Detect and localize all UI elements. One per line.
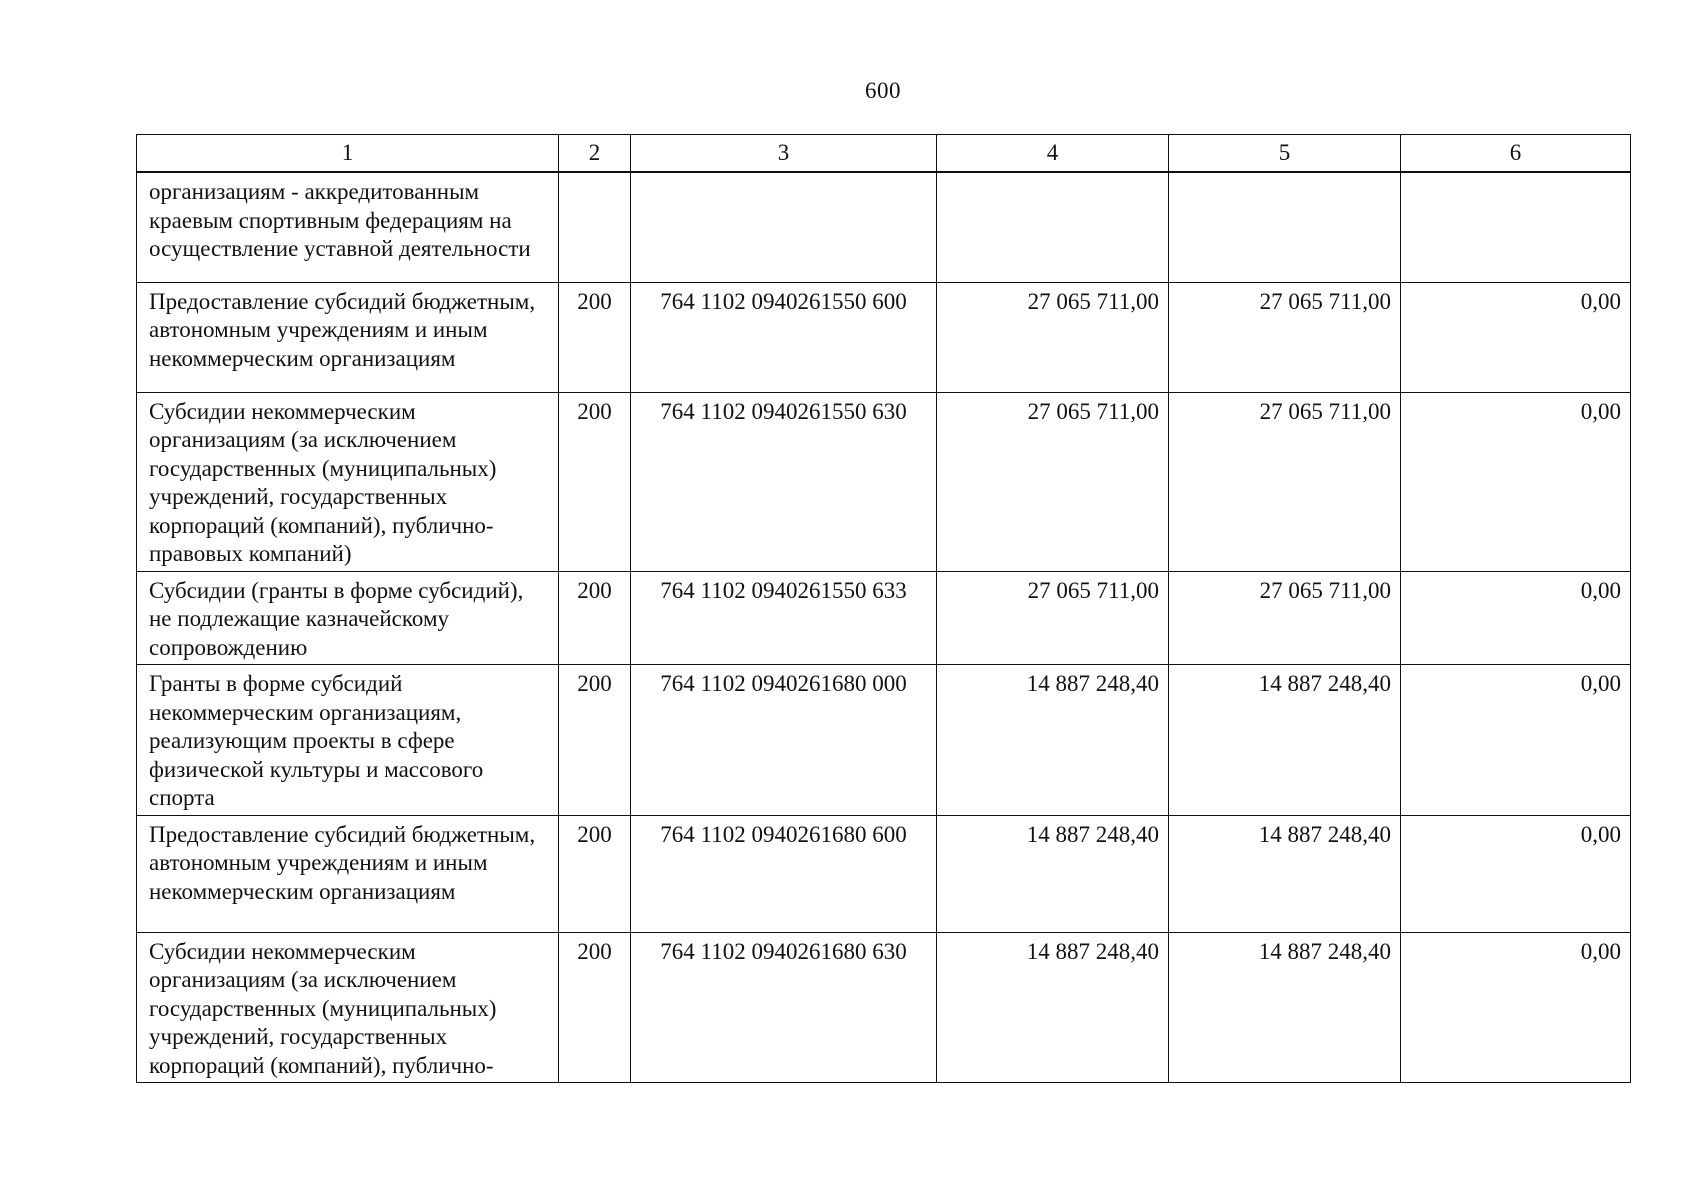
table-row xyxy=(137,392,1631,571)
row-col4: 14 887 248,40 xyxy=(937,665,1169,816)
column-header-5: 5 xyxy=(1169,135,1401,173)
row-col6: 0,00 xyxy=(1401,665,1631,816)
row-code: 200 xyxy=(559,932,631,1083)
budget-table xyxy=(136,134,1631,1083)
page-number: 600 xyxy=(865,78,901,103)
row-col4: 27 065 711,00 xyxy=(937,282,1169,392)
row-name: организациям - аккредитованным краевым спортивным федерациям на осуществление уставной деятельности xyxy=(137,172,559,282)
row-col4: 27 065 711,00 xyxy=(937,392,1169,571)
row-name: Субсидии некоммерческим организациям (за исключением государственных (муниципальных) учреждений, государственных корпораций (компаний), публично-правовых компаний) xyxy=(137,392,559,571)
row-col5: 14 887 248,40 xyxy=(1169,665,1401,816)
row-col6: 0,00 xyxy=(1401,282,1631,392)
row-col4 xyxy=(937,172,1169,282)
row-name: Субсидии (гранты в форме субсидий), не подлежащие казначейскому сопровождению xyxy=(137,571,559,665)
column-header-6: 6 xyxy=(1401,135,1631,173)
row-col4: 27 065 711,00 xyxy=(937,571,1169,665)
table-row xyxy=(137,172,1631,282)
row-kbk: 764 1102 0940261550 600 xyxy=(631,282,937,392)
row-col5 xyxy=(1169,172,1401,282)
column-header-2: 2 xyxy=(559,135,631,173)
table-row xyxy=(137,932,1631,1083)
row-code: 200 xyxy=(559,392,631,571)
row-code xyxy=(559,172,631,282)
row-name: Субсидии некоммерческим организациям (за исключением государственных (муниципальных) учреждений, государственных корпораций (компаний), публично- xyxy=(137,932,559,1083)
row-code: 200 xyxy=(559,815,631,932)
row-kbk xyxy=(631,172,937,282)
row-col5: 27 065 711,00 xyxy=(1169,392,1401,571)
table-row xyxy=(137,282,1631,392)
row-kbk: 764 1102 0940261680 600 xyxy=(631,815,937,932)
row-kbk: 764 1102 0940261550 630 xyxy=(631,392,937,571)
row-name: Предоставление субсидий бюджетным, автономным учреждениям и иным некоммерческим организациям xyxy=(137,282,559,392)
row-col5: 27 065 711,00 xyxy=(1169,282,1401,392)
table-row xyxy=(137,665,1631,816)
column-header-3: 3 xyxy=(631,135,937,173)
row-col6 xyxy=(1401,172,1631,282)
table-row xyxy=(137,571,1631,665)
row-col6: 0,00 xyxy=(1401,571,1631,665)
row-col6: 0,00 xyxy=(1401,815,1631,932)
column-header-4: 4 xyxy=(937,135,1169,173)
row-col5: 14 887 248,40 xyxy=(1169,815,1401,932)
row-kbk: 764 1102 0940261680 000 xyxy=(631,665,937,816)
row-col5: 27 065 711,00 xyxy=(1169,571,1401,665)
row-col4: 14 887 248,40 xyxy=(937,815,1169,932)
row-code: 200 xyxy=(559,571,631,665)
row-name: Гранты в форме субсидий некоммерческим организациям, реализующим проекты в сфере физической культуры и массового спорта xyxy=(137,665,559,816)
row-code: 200 xyxy=(559,282,631,392)
row-col6: 0,00 xyxy=(1401,392,1631,571)
table-row xyxy=(137,815,1631,932)
row-col6: 0,00 xyxy=(1401,932,1631,1083)
row-kbk: 764 1102 0940261550 633 xyxy=(631,571,937,665)
row-code: 200 xyxy=(559,665,631,816)
row-col5: 14 887 248,40 xyxy=(1169,932,1401,1083)
row-name: Предоставление субсидий бюджетным, автономным учреждениям и иным некоммерческим организациям xyxy=(137,815,559,932)
row-kbk: 764 1102 0940261680 630 xyxy=(631,932,937,1083)
header-row xyxy=(137,135,1631,173)
row-col4: 14 887 248,40 xyxy=(937,932,1169,1083)
column-header-1: 1 xyxy=(137,135,559,173)
